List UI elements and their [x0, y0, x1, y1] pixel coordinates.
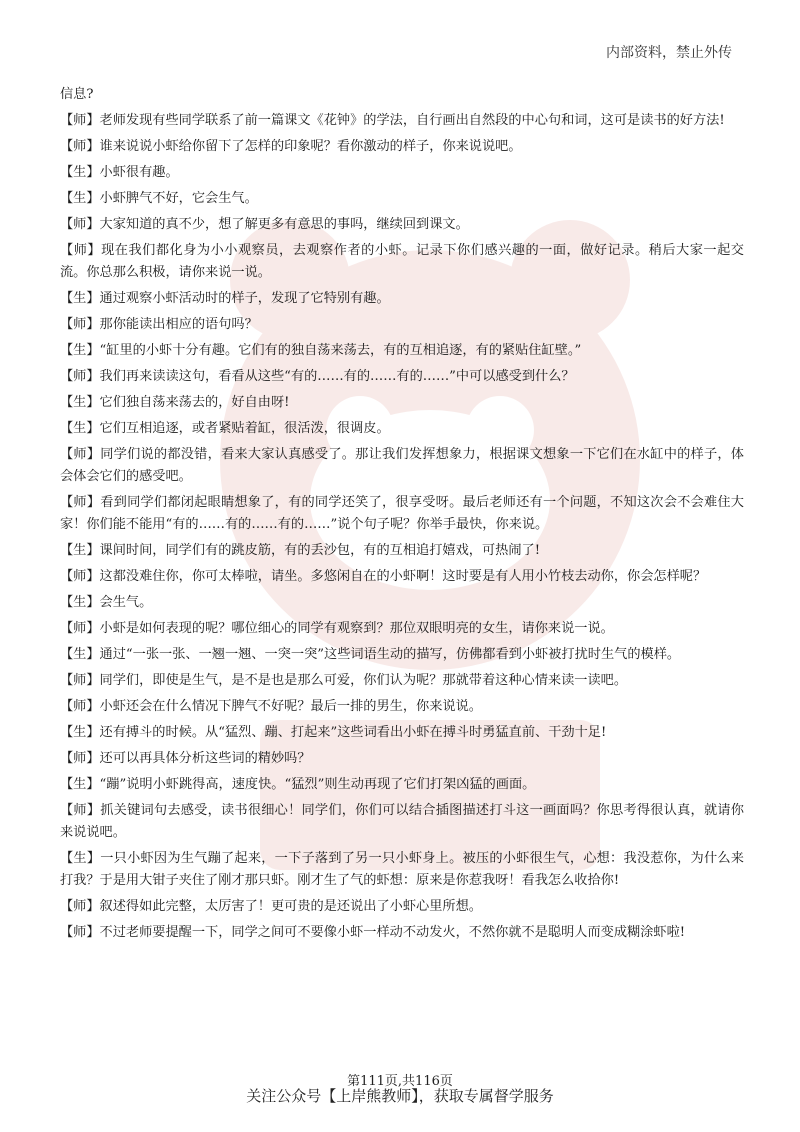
dialogue-paragraph: 【师】叙述得如此完整，太厉害了！更可贵的是还说出了小虾心里所想。 — [60, 899, 482, 914]
dialogue-paragraph: 【师】大家知道的真不少，想了解更多有意思的事吗，继续回到课文。 — [60, 217, 469, 232]
dialogue-paragraph: 【生】通过观察小虾活动时的样子，发现了它特别有趣。 — [60, 291, 390, 306]
dialogue-paragraph: 【生】课间时间，同学们有的跳皮筋，有的丢沙包，有的互相追打嬉戏，可热闹了! — [60, 543, 541, 558]
dialogue-paragraph: 【生】“蹦”说明小虾跳得高，速度快。“猛烈”则生动再现了它们打架凶猛的画面。 — [60, 777, 536, 792]
dialogue-paragraph: 【师】抓关键词句去感受，读书很细心！同学们，你们可以结合插图描述打斗这一画面吗？你思考得很认真，就请你来说说吧。 — [60, 803, 744, 840]
dialogue-paragraph: 【师】现在我们都化身为小小观察员，去观察作者的小虾。记录下你们感兴趣的一面，做好记录。稍后大家一起交流。你总那么积极，请你来说一说。 — [60, 243, 744, 280]
dialogue-paragraph: 【师】这都没难住你，你可太棒啦，请坐。多悠闲自在的小虾啊！这时要是有人用小竹枝去动你，你会怎样呢？ — [60, 569, 707, 584]
dialogue-paragraph: 【师】还可以再具体分析这些词的精妙吗？ — [60, 751, 311, 766]
dialogue-paragraph: 【生】“缸里的小虾十分有趣。它们有的独自荡来荡去，有的互相追逐，有的紧贴住缸壁。” — [60, 343, 582, 358]
page-number: 第111页,共116页 — [347, 1074, 453, 1089]
footer-promo: 关注公众号【上岸熊教师】，获取专属督学服务 — [246, 1087, 554, 1105]
dialogue-paragraph: 【师】小虾还会在什么情况下脾气不好呢？最后一排的男生，你来说说。 — [60, 699, 482, 714]
dialogue-paragraph: 【生】它们独自荡来荡去的，好自由呀! — [60, 395, 290, 410]
dialogue-paragraph: 【师】不过老师要提醒一下，同学之间可不要像小虾一样动不动发火，不然你就不是聪明人而变成糊涂虾啦! — [60, 925, 686, 940]
dialogue-paragraph: 【师】小虾是如何表现的呢？哪位细心的同学有观察到？那位双眼明亮的女生，请你来说一说。 — [60, 621, 614, 636]
dialogue-paragraph: 【生】通过“一张一张、一翘一翘、一突一突”这些词语生动的描写，仿佛都看到小虾被打扰时生气的模样。 — [60, 647, 681, 662]
dialogue-paragraph: 【师】同学们说的都没错，看来大家认真感受了。那让我们发挥想象力，根据课文想象一下它们在水缸中的样子，体会体会它们的感受吧。 — [60, 447, 744, 484]
dialogue-paragraph: 【师】那你能读出相应的语句吗？ — [60, 317, 258, 332]
header-note: 内部资料，禁止外传 — [606, 45, 732, 61]
dialogue-paragraph: 【师】谁来说说小虾给你留下了怎样的印象呢？看你激动的样子，你来说说吧。 — [60, 139, 522, 154]
dialogue-paragraph: 【生】小虾脾气不好，它会生气。 — [60, 191, 258, 206]
dialogue-paragraph: 【生】小虾很有趣。 — [60, 165, 179, 180]
dialogue-paragraph: 【生】一只小虾因为生气蹦了起来，一下子落到了另一只小虾身上。被压的小虾很生气，心想：我没惹你，为什么来打我？于是用大钳子夹住了刚才那只虾。刚才生了气的虾想：原来是你惹我呀！看我怎么收拾你! — [60, 851, 744, 888]
dialogue-paragraph: 【师】老师发现有些同学联系了前一篇课文《花钟》的学法，自行画出自然段的中心句和词，这可是读书的好方法! — [60, 113, 725, 128]
dialogue-paragraph: 信息? — [60, 87, 94, 102]
dialogue-paragraph: 【生】会生气。 — [60, 595, 153, 610]
dialogue-paragraph: 【生】它们互相追逐，或者紧贴着缸，很活泼，很调皮。 — [60, 421, 390, 436]
dialogue-paragraph: 【生】还有搏斗的时候。从“猛烈、蹦、打起来”这些词看出小虾在搏斗时勇猛直前、干劲十足! — [60, 725, 607, 740]
document-body — [60, 84, 744, 948]
dialogue-paragraph: 【师】我们再来读读这句，看看从这些“有的……有的……有的……”中可以感受到什么？ — [60, 369, 575, 384]
dialogue-paragraph: 【师】看到同学们都闭起眼睛想象了，有的同学还笑了，很享受呀。最后老师还有一个问题，不知这次会不会难住大家！你们能不能用“有的……有的……有的……”说个句子呢？你举手最快，你来说。 — [60, 495, 744, 532]
dialogue-paragraph: 【师】同学们，即使是生气，是不是也是那么可爱，你们认为呢？那就带着这种心情来读一读吧。 — [60, 673, 628, 688]
